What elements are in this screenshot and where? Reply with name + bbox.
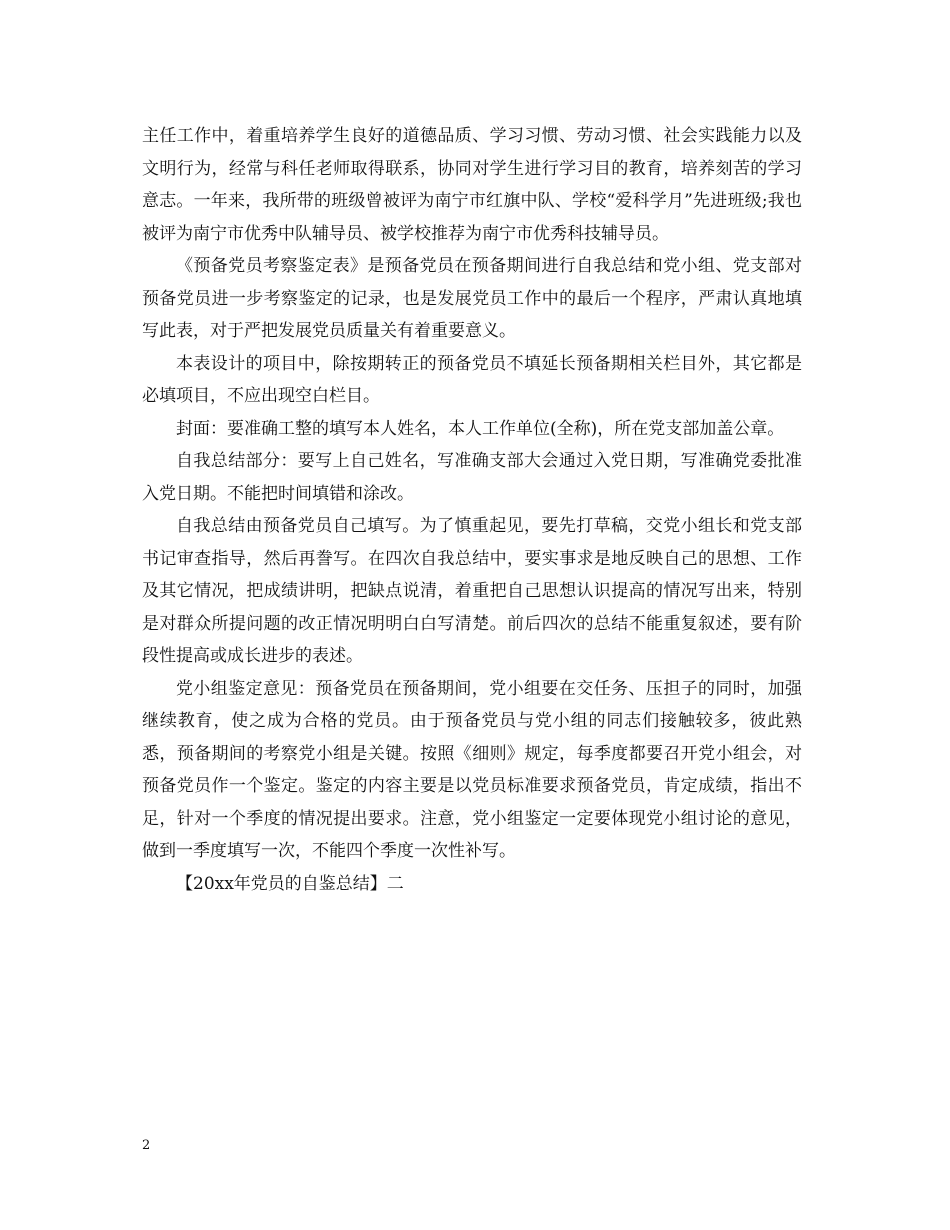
- page-number: 2: [142, 1138, 151, 1153]
- paragraph-3: 本表设计的项目中，除按期转正的预备党员不填延长预备期相关栏目外，其它都是必填项目，不应出现空白栏目。: [142, 353, 802, 406]
- paragraph-5: 自我总结部分：要写上自己姓名，写准确支部大会通过入党日期，写准确党委批准入党日期。不能把时间填错和涂改。: [142, 451, 802, 504]
- section-heading: 【20xx年党员的自鉴总结】二: [176, 873, 404, 894]
- paragraph-2: 《预备党员考察鉴定表》是预备党员在预备期间进行自我总结和党小组、党支部对预备党员进一步考察鉴定的记录，也是发展党员工作中的最后一个程序，严肃认真地填写此表，对于严把发展党员质量关有着重要意义。: [142, 256, 802, 341]
- paragraph-1: 主任工作中，着重培养学生良好的道德品质、学习习惯、劳动习惯、社会实践能力以及文明行为，经常与科任老师取得联系，协同对学生进行学习目的教育，培养刻苦的学习意志。一年来，我所带的班级曾被评为南宁市红旗中队、学校“爱科学月”先进班级;我也被评为南宁市优秀中队辅导员、被学校推荐为南宁市优秀科技辅导员。: [142, 126, 802, 244]
- paragraph-6: 自我总结由预备党员自己填写。为了慎重起见，要先打草稿，交党小组长和党支部书记审查指导，然后再誊写。在四次自我总结中，要实事求是地反映自己的思想、工作及其它情况，把成绩讲明，把缺点说清，着重把自己思想认识提高的情况写出来，特别是对群众所提问题的改正情况明明白白写清楚。前后四次的总结不能重复叙述，要有阶段性提高或成长进步的表述。: [142, 516, 802, 666]
- paragraph-7: 党小组鉴定意见：预备党员在预备期间，党小组要在交任务、压担子的同时，加强继续教育，使之成为合格的党员。由于预备党员与党小组的同志们接触较多，彼此熟悉，预备期间的考察党小组是关键。按照《细则》规定，每季度都要召开党小组会，对预备党员作一个鉴定。鉴定的内容主要是以党员标准要求预备党员，肯定成绩，指出不足，针对一个季度的情况提出要求。注意，党小组鉴定一定要体现党小组讨论的意见，做到一季度填写一次，不能四个季度一次性补写。: [142, 678, 802, 861]
- paragraph-4: 封面：要准确工整的填写本人姓名，本人工作单位(全称)，所在党支部加盖公章。: [176, 418, 785, 439]
- document-body: [142, 120, 802, 900]
